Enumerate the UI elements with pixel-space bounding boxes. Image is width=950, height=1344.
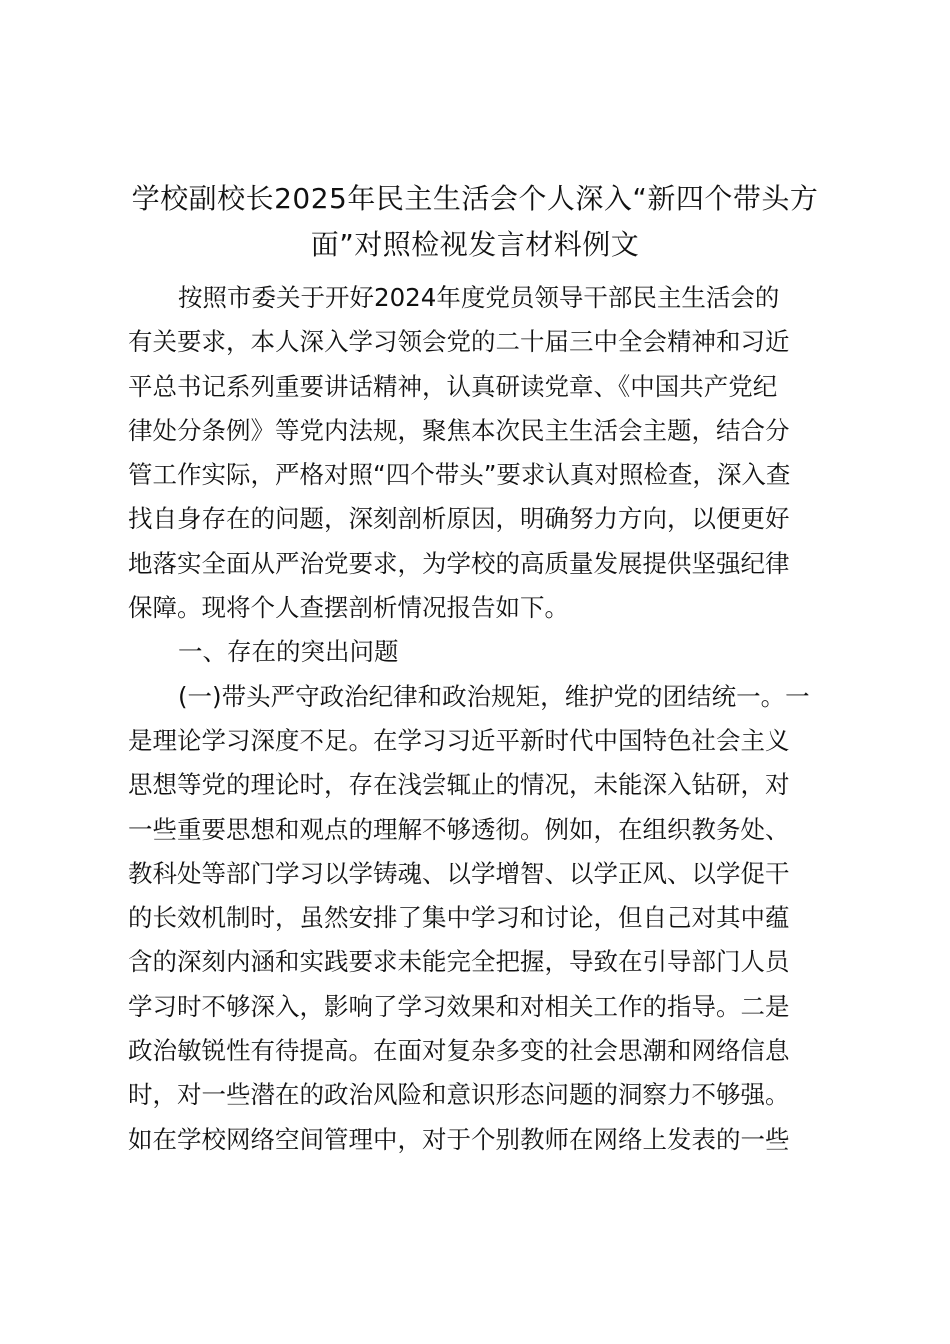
text-line: 按照市委关于开好2024年度党员领导干部民主生活会的: [178, 283, 780, 312]
text-line: 管工作实际，严格对照“四个带头”要求认真对照检查，深入查: [128, 460, 791, 490]
text-line: 学习时不够深入，影响了学习效果和对相关工作的指导。二是: [128, 991, 790, 1021]
text-line: 律处分条例》等党内法规，聚焦本次民主生活会主题，结合分: [128, 415, 790, 445]
text-line: 是理论学习深度不足。在学习习近平新时代中国特色社会主义: [128, 725, 790, 755]
text-line: 平总书记系列重要讲话精神，认真研读党章、《中国共产党纪: [128, 371, 778, 401]
text-line: 时，对一些潜在的政治风险和意识形态问题的洞察力不够强。: [128, 1080, 790, 1110]
problem-paragraph: [128, 675, 820, 1162]
heading-line: 一、存在的突出问题: [178, 637, 399, 667]
text-line: 教科处等部门学习以学铸魂、以学增智、以学正风、以学促干: [128, 858, 790, 888]
document-body: [128, 276, 820, 1162]
document-title: [100, 176, 850, 268]
text-line: 的长效机制时，虽然安排了集中学习和讨论，但自己对其中蕴: [128, 903, 790, 933]
title-line: 学校副校长2025年民主生活会个人深入“新四个带头方: [131, 182, 819, 215]
text-line: (一)带头严守政治纪律和政治规矩，维护党的团结统一。一: [178, 681, 810, 711]
text-line: 地落实全面从严治党要求，为学校的高质量发展提供坚强纪律: [128, 548, 790, 578]
text-line: 含的深刻内涵和实践要求未能完全把握，导致在引导部门人员: [128, 947, 790, 977]
text-line: 思想等党的理论时，存在浅尝辄止的情况，未能深入钻研，对: [128, 770, 790, 800]
text-line: 有关要求，本人深入学习领会党的二十届三中全会精神和习近: [128, 327, 790, 357]
text-line: 政治敏锐性有待提高。在面对复杂多变的社会思潮和网络信息: [128, 1036, 790, 1066]
intro-paragraph: [128, 276, 820, 630]
text-line: 一些重要思想和观点的理解不够透彻。例如，在组织教务处、: [128, 814, 790, 844]
text-line: 如在学校网络空间管理中，对于个别教师在网络上发表的一些: [128, 1124, 790, 1154]
text-line: 找自身存在的问题，深刻剖析原因，明确努力方向，以便更好: [128, 504, 790, 534]
section-heading: [128, 630, 820, 674]
text-line: 保障。现将个人查摆剖析情况报告如下。: [128, 593, 569, 623]
title-line: 面”对照检视发言材料例文: [310, 228, 640, 261]
